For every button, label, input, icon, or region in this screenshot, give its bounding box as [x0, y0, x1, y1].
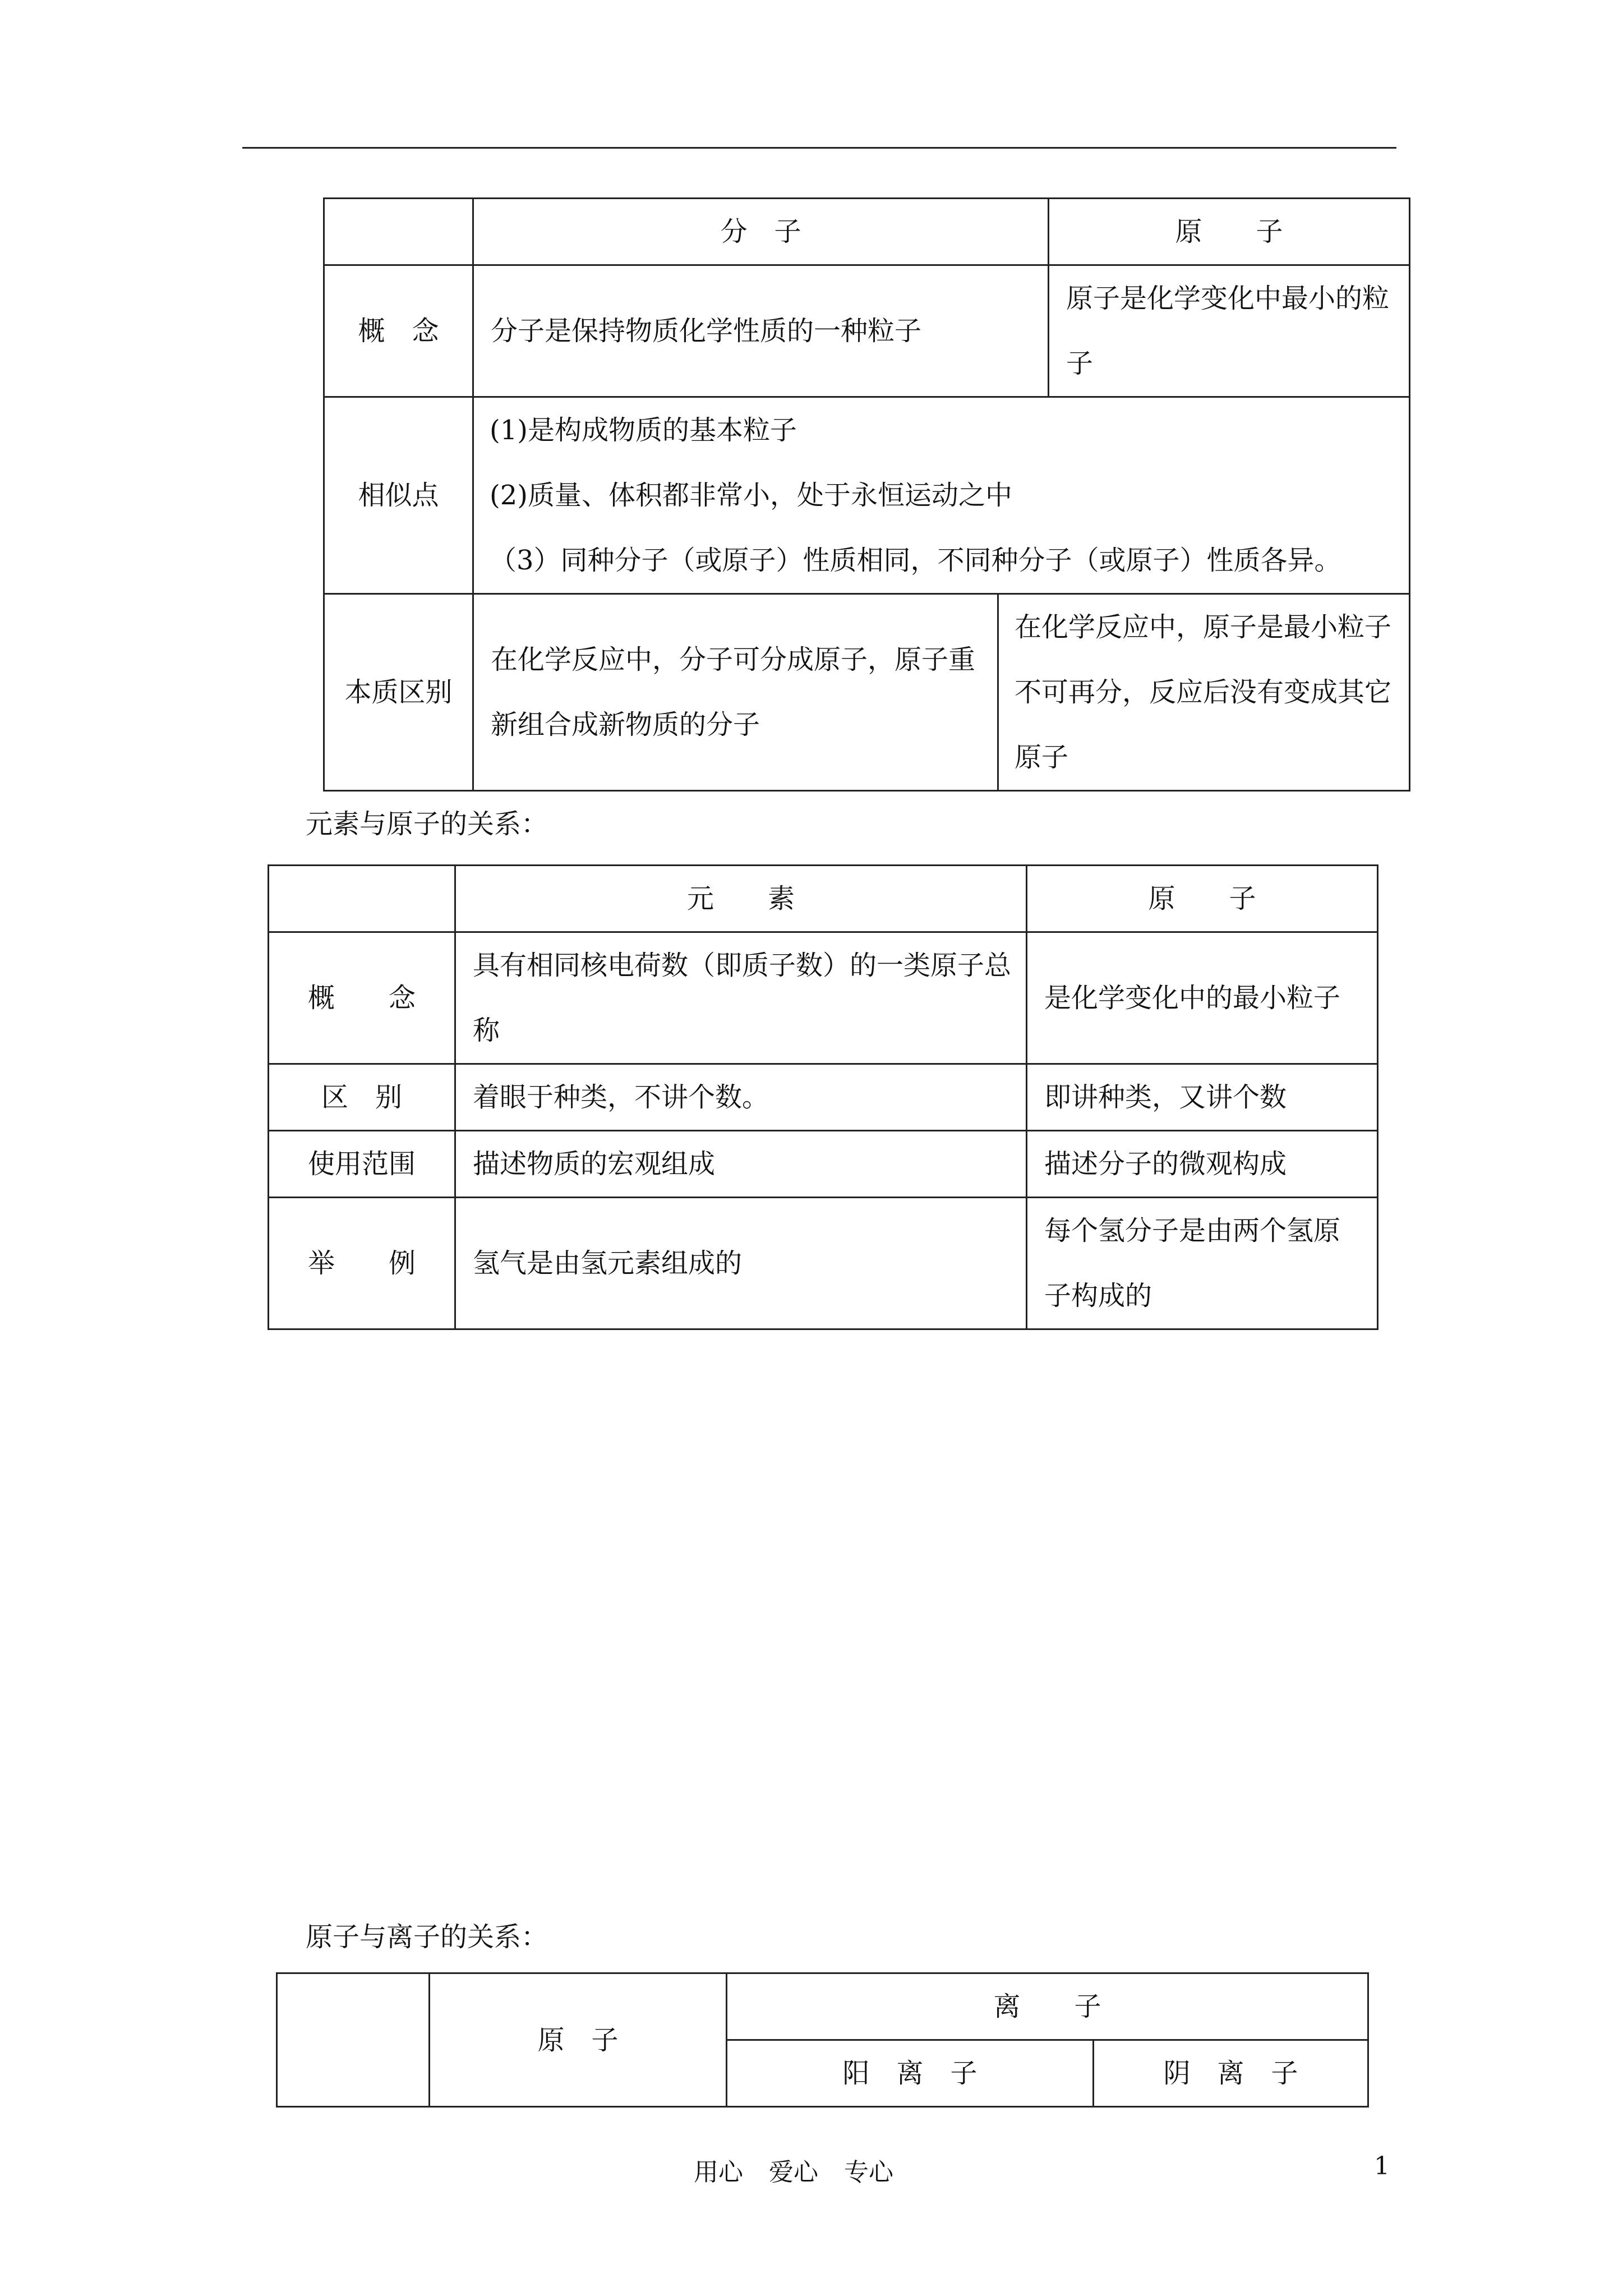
footer-mottos — [694, 2152, 919, 2188]
essence-molecule-cell: 在化学反应中，分子可分成原子，原子重新组合成新物质的分子 — [473, 594, 998, 791]
header-cell-atom: 原 子 — [430, 1973, 727, 2107]
table-row — [324, 594, 1410, 791]
atom-cell: 即讲种类，又讲个数 — [1027, 1064, 1378, 1131]
caption-element-atom: 元素与原子的关系： — [306, 808, 548, 840]
header-cell-empty — [324, 199, 473, 265]
table-row — [269, 866, 1378, 932]
header-cell-element: 元 素 — [455, 866, 1027, 932]
table-row — [324, 265, 1410, 397]
atom-cell: 是化学变化中的最小粒子 — [1027, 932, 1378, 1064]
table-row — [324, 397, 1410, 594]
similar-point-1: (1)是构成物质的基本粒子 — [490, 415, 797, 446]
atom-cell: 描述分子的微观构成 — [1027, 1131, 1378, 1198]
table-row — [269, 1131, 1378, 1198]
header-rule — [242, 147, 1396, 149]
element-cell: 氢气是由氢元素组成的 — [455, 1198, 1027, 1329]
caption-atom-ion: 原子与离子的关系： — [306, 1921, 548, 1953]
table-row — [269, 1064, 1378, 1131]
footer-motto: 用心 — [694, 2158, 743, 2187]
header-cell-empty — [269, 866, 455, 932]
row-label-similar: 相似点 — [324, 397, 473, 594]
element-cell: 着眼于种类，不讲个数。 — [455, 1064, 1027, 1131]
header-cell-anion: 阴 离 子 — [1094, 2040, 1368, 2107]
row-label: 举 例 — [269, 1198, 455, 1329]
row-label: 使用范围 — [269, 1131, 455, 1198]
header-cell-atom: 原 子 — [1027, 866, 1378, 932]
element-atom-table — [268, 864, 1378, 1330]
table-row — [277, 1973, 1368, 2040]
atom-cell: 每个氢分子是由两个氢原子构成的 — [1027, 1198, 1378, 1329]
table-row — [269, 932, 1378, 1064]
header-cell-ion: 离 子 — [727, 1973, 1368, 2040]
atom-ion-table — [276, 1972, 1369, 2108]
element-cell: 描述物质的宏观组成 — [455, 1131, 1027, 1198]
row-label: 概 念 — [269, 932, 455, 1064]
similar-point-2: (2)质量、体积都非常小，处于永恒运动之中 — [490, 480, 1012, 511]
molecule-atom-table — [323, 197, 1410, 792]
essence-atom-cell: 在化学反应中，原子是最小粒子不可再分，反应后没有变成其它原子 — [998, 594, 1410, 791]
row-label: 区 别 — [269, 1064, 455, 1131]
similar-points-cell — [473, 397, 1410, 594]
concept-atom-cell: 原子是化学变化中最小的粒子 — [1049, 265, 1410, 397]
row-label-essence: 本质区别 — [324, 594, 473, 791]
element-cell: 具有相同核电荷数（即质子数）的一类原子总称 — [455, 932, 1027, 1064]
page-number: 1 — [1374, 2152, 1390, 2180]
header-cell-cation: 阳 离 子 — [727, 2040, 1094, 2107]
table-row — [324, 199, 1410, 265]
header-cell-molecule: 分 子 — [473, 199, 1049, 265]
header-cell-empty — [277, 1973, 430, 2107]
footer-motto: 爱心 — [769, 2158, 818, 2187]
footer-motto: 专心 — [844, 2158, 893, 2187]
row-label-concept: 概 念 — [324, 265, 473, 397]
table-row — [269, 1198, 1378, 1329]
similar-point-3: （3）同种分子（或原子）性质相同，不同种分子（或原子）性质各异。 — [490, 545, 1341, 576]
concept-molecule-cell: 分子是保持物质化学性质的一种粒子 — [473, 265, 1049, 397]
header-cell-atom: 原 子 — [1049, 199, 1410, 265]
